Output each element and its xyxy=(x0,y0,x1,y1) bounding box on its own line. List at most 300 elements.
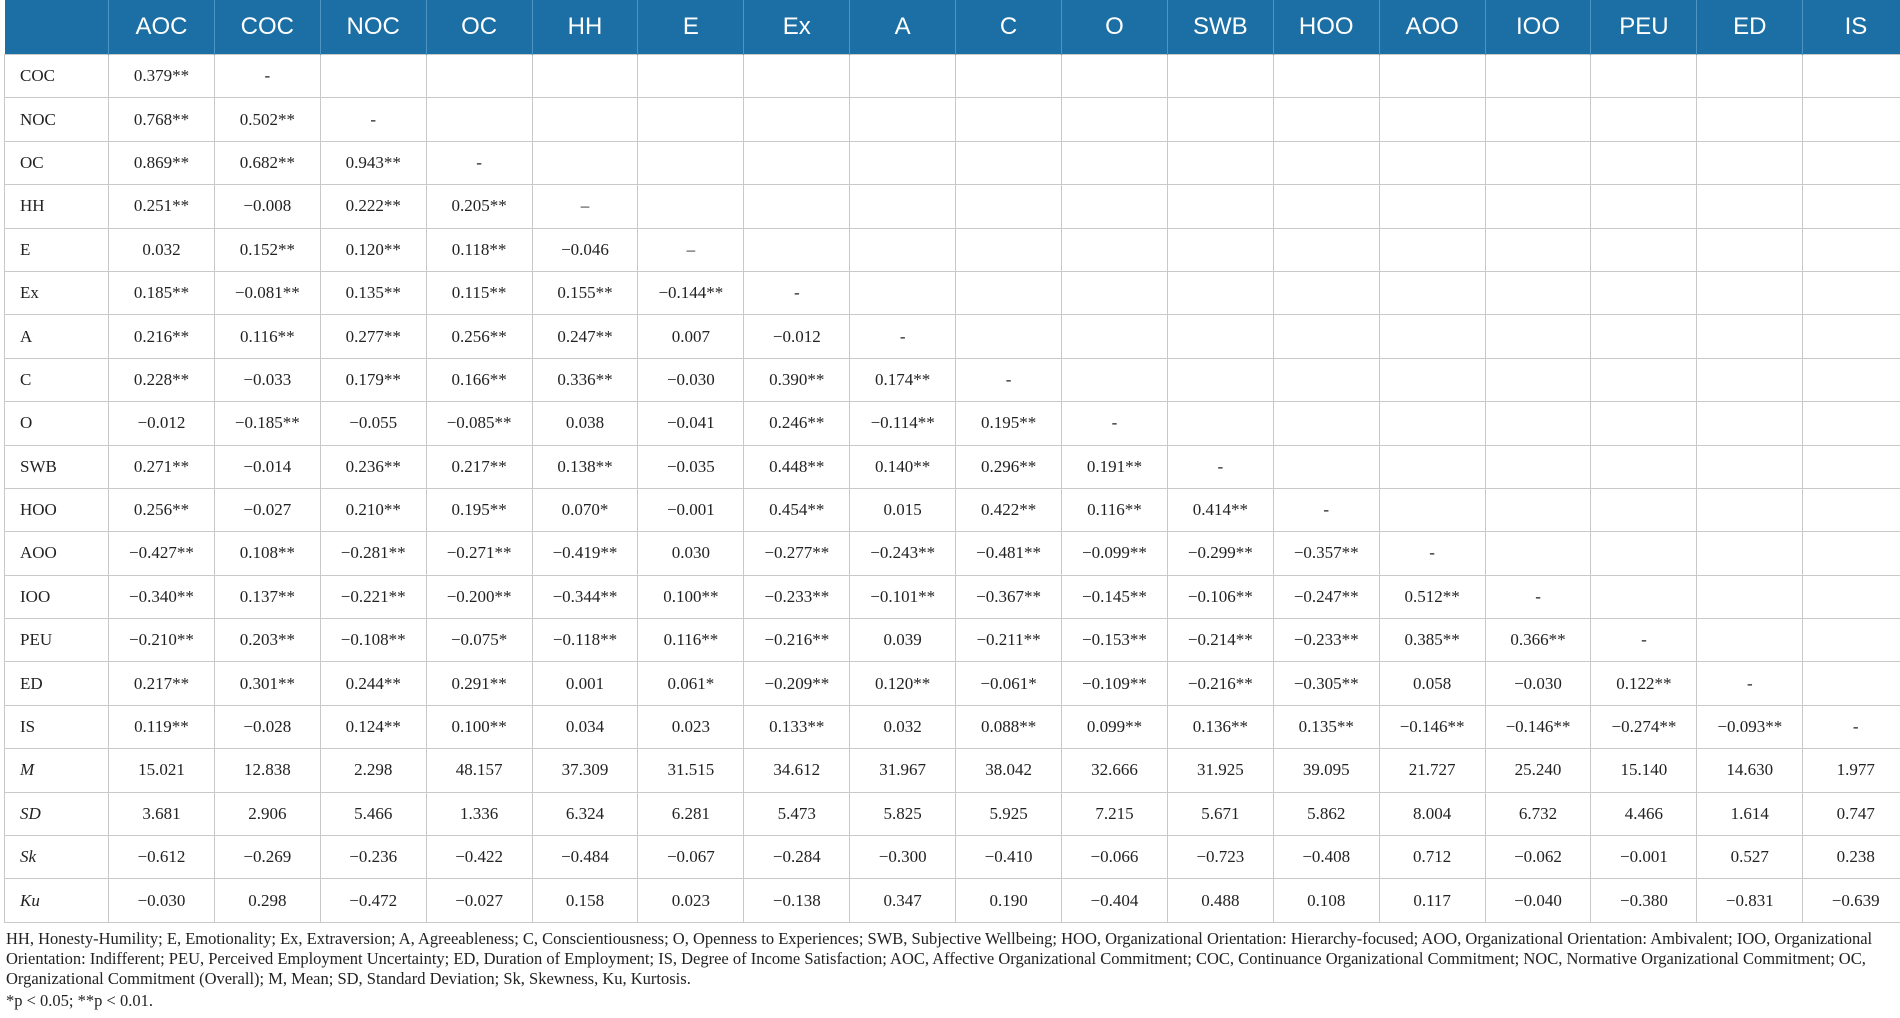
table-cell: −0.012 xyxy=(744,315,850,358)
table-cell xyxy=(1273,271,1379,314)
table-row xyxy=(5,228,1900,271)
table-cell xyxy=(1803,402,1900,445)
table-cell: 5.862 xyxy=(1273,792,1379,835)
table-body xyxy=(5,55,1900,923)
table-row xyxy=(5,402,1900,445)
table-cell: - xyxy=(426,141,532,184)
table-cell: 6.324 xyxy=(532,792,638,835)
table-cell: 0.100** xyxy=(426,705,532,748)
table-cell xyxy=(1803,358,1900,401)
correlation-table xyxy=(4,0,1900,923)
significance-note: *p < 0.05; **p < 0.01. xyxy=(6,990,153,1010)
table-cell: 0.190 xyxy=(956,879,1062,922)
table-cell: −0.419** xyxy=(532,532,638,575)
table-cell xyxy=(1697,55,1803,98)
table-cell xyxy=(532,98,638,141)
table-cell: 0.277** xyxy=(320,315,426,358)
table-cell: −0.472 xyxy=(320,879,426,922)
table-cell: 6.732 xyxy=(1485,792,1591,835)
table-cell: 0.347 xyxy=(850,879,956,922)
table-cell: −0.274** xyxy=(1591,705,1697,748)
table-cell: 0.217** xyxy=(109,662,215,705)
table-cell: 5.466 xyxy=(320,792,426,835)
table-cell xyxy=(1591,185,1697,228)
table-cell xyxy=(1803,271,1900,314)
table-cell: 0.135** xyxy=(1273,705,1379,748)
table-cell xyxy=(1485,98,1591,141)
table-cell xyxy=(1803,532,1900,575)
table-cell: −0.481** xyxy=(956,532,1062,575)
table-cell: - xyxy=(850,315,956,358)
table-cell: −0.040 xyxy=(1485,879,1591,922)
table-cell xyxy=(638,185,744,228)
table-row xyxy=(5,792,1900,835)
table-cell xyxy=(1591,488,1697,531)
table-cell: - xyxy=(320,98,426,141)
header-corner-cell xyxy=(5,0,109,55)
row-label: A xyxy=(5,315,109,358)
table-cell: 0.191** xyxy=(1062,445,1168,488)
table-cell: 0.070* xyxy=(532,488,638,531)
table-cell xyxy=(850,271,956,314)
table-cell: −0.284 xyxy=(744,836,850,879)
table-cell xyxy=(1485,402,1591,445)
table-cell: 31.967 xyxy=(850,749,956,792)
table-cell: 2.906 xyxy=(214,792,320,835)
table-row xyxy=(5,705,1900,748)
document xyxy=(4,0,1896,1011)
table-cell: 0.007 xyxy=(638,315,744,358)
table-cell: 0.216** xyxy=(109,315,215,358)
table-cell: −0.001 xyxy=(638,488,744,531)
column-header: PEU xyxy=(1591,0,1697,55)
table-cell: −0.185** xyxy=(214,402,320,445)
table-cell: 0.174** xyxy=(850,358,956,401)
table-cell: −0.233** xyxy=(744,575,850,618)
table-cell: 0.271** xyxy=(109,445,215,488)
table-cell xyxy=(426,98,532,141)
table-cell: −0.831 xyxy=(1697,879,1803,922)
row-label: C xyxy=(5,358,109,401)
table-cell xyxy=(1167,358,1273,401)
table-cell: - xyxy=(214,55,320,98)
table-cell: −0.723 xyxy=(1167,836,1273,879)
table-cell: 0.747 xyxy=(1803,792,1900,835)
table-cell: −0.484 xyxy=(532,836,638,879)
column-header: HH xyxy=(532,0,638,55)
table-cell: - xyxy=(1273,488,1379,531)
table-cell xyxy=(1273,315,1379,358)
table-cell: −0.340** xyxy=(109,575,215,618)
table-cell xyxy=(956,228,1062,271)
table-cell: 1.977 xyxy=(1803,749,1900,792)
table-cell: −0.109** xyxy=(1062,662,1168,705)
table-header-row xyxy=(5,0,1900,55)
table-cell: −0.046 xyxy=(532,228,638,271)
column-header: C xyxy=(956,0,1062,55)
table-cell: 0.768** xyxy=(109,98,215,141)
table-cell: 39.095 xyxy=(1273,749,1379,792)
table-cell: 5.671 xyxy=(1167,792,1273,835)
table-cell: 0.195** xyxy=(956,402,1062,445)
table-cell: 0.527 xyxy=(1697,836,1803,879)
table-cell: 0.298 xyxy=(214,879,320,922)
table-cell xyxy=(1697,141,1803,184)
table-cell xyxy=(956,98,1062,141)
table-cell xyxy=(850,228,956,271)
table-cell: 0.247** xyxy=(532,315,638,358)
table-cell xyxy=(1803,185,1900,228)
table-cell: 0.118** xyxy=(426,228,532,271)
table-cell xyxy=(956,271,1062,314)
table-cell: 0.124** xyxy=(320,705,426,748)
table-cell xyxy=(1485,141,1591,184)
table-cell: 0.088** xyxy=(956,705,1062,748)
table-cell xyxy=(1379,98,1485,141)
table-cell xyxy=(744,141,850,184)
table-cell: – xyxy=(638,228,744,271)
table-cell xyxy=(1379,358,1485,401)
table-cell: 0.379** xyxy=(109,55,215,98)
table-cell xyxy=(1485,358,1591,401)
table-cell: 0.166** xyxy=(426,358,532,401)
table-row xyxy=(5,749,1900,792)
table-cell xyxy=(320,55,426,98)
table-cell: −0.210** xyxy=(109,619,215,662)
table-cell: 0.296** xyxy=(956,445,1062,488)
table-cell xyxy=(1273,141,1379,184)
table-cell: 0.032 xyxy=(109,228,215,271)
table-cell xyxy=(1697,445,1803,488)
row-label: E xyxy=(5,228,109,271)
table-cell: 0.943** xyxy=(320,141,426,184)
table-cell: - xyxy=(956,358,1062,401)
table-cell: 0.179** xyxy=(320,358,426,401)
table-cell: – xyxy=(532,185,638,228)
table-row xyxy=(5,445,1900,488)
table-cell xyxy=(1273,358,1379,401)
column-header: AOO xyxy=(1379,0,1485,55)
table-cell: 5.473 xyxy=(744,792,850,835)
table-cell: −0.300 xyxy=(850,836,956,879)
table-cell: −0.344** xyxy=(532,575,638,618)
table-cell xyxy=(850,141,956,184)
table-cell xyxy=(1591,228,1697,271)
table-cell xyxy=(1167,402,1273,445)
table-cell xyxy=(1379,55,1485,98)
table-cell: −0.066 xyxy=(1062,836,1168,879)
table-cell: −0.041 xyxy=(638,402,744,445)
row-label: M xyxy=(5,749,109,792)
row-label: O xyxy=(5,402,109,445)
table-cell: −0.277** xyxy=(744,532,850,575)
table-cell: 0.122** xyxy=(1591,662,1697,705)
table-cell: 0.301** xyxy=(214,662,320,705)
table-cell xyxy=(1697,315,1803,358)
table-cell: - xyxy=(1591,619,1697,662)
table-cell xyxy=(1273,98,1379,141)
table-cell xyxy=(1379,228,1485,271)
table-cell: 0.454** xyxy=(744,488,850,531)
table-cell: 0.120** xyxy=(850,662,956,705)
table-cell: −0.061* xyxy=(956,662,1062,705)
table-cell: −0.145** xyxy=(1062,575,1168,618)
table-cell: 8.004 xyxy=(1379,792,1485,835)
table-cell: 0.244** xyxy=(320,662,426,705)
row-label: OC xyxy=(5,141,109,184)
table-cell: 0.034 xyxy=(532,705,638,748)
table-cell: 0.251** xyxy=(109,185,215,228)
table-cell: 0.038 xyxy=(532,402,638,445)
table-cell xyxy=(1485,532,1591,575)
table-cell xyxy=(1591,315,1697,358)
table-cell xyxy=(956,141,1062,184)
table-cell: 0.155** xyxy=(532,271,638,314)
table-cell: −0.055 xyxy=(320,402,426,445)
table-cell: 0.135** xyxy=(320,271,426,314)
column-header: SWB xyxy=(1167,0,1273,55)
table-cell: −0.408 xyxy=(1273,836,1379,879)
row-label: ED xyxy=(5,662,109,705)
table-cell: −0.216** xyxy=(744,619,850,662)
table-cell xyxy=(1062,55,1168,98)
table-cell xyxy=(638,98,744,141)
column-header: NOC xyxy=(320,0,426,55)
row-label: PEU xyxy=(5,619,109,662)
table-cell: 25.240 xyxy=(1485,749,1591,792)
table-cell xyxy=(1379,271,1485,314)
column-header: OC xyxy=(426,0,532,55)
table-cell: −0.146** xyxy=(1485,705,1591,748)
table-cell: −0.144** xyxy=(638,271,744,314)
table-cell: −0.027 xyxy=(426,879,532,922)
table-cell xyxy=(956,185,1062,228)
table-cell: 0.222** xyxy=(320,185,426,228)
table-cell: 0.108** xyxy=(214,532,320,575)
row-label: AOO xyxy=(5,532,109,575)
table-cell: 0.023 xyxy=(638,705,744,748)
table-cell xyxy=(1591,141,1697,184)
table-cell: 0.390** xyxy=(744,358,850,401)
table-cell xyxy=(1485,488,1591,531)
table-cell: −0.138 xyxy=(744,879,850,922)
table-cell: −0.404 xyxy=(1062,879,1168,922)
table-cell xyxy=(744,98,850,141)
table-cell: −0.099** xyxy=(1062,532,1168,575)
table-cell: −0.216** xyxy=(1167,662,1273,705)
table-cell: - xyxy=(744,271,850,314)
table-cell: −0.243** xyxy=(850,532,956,575)
table-cell: 0.512** xyxy=(1379,575,1485,618)
table-row xyxy=(5,879,1900,922)
table-cell xyxy=(1485,271,1591,314)
table-cell: 0.256** xyxy=(109,488,215,531)
table-cell xyxy=(956,315,1062,358)
table-cell: −0.118** xyxy=(532,619,638,662)
table-cell xyxy=(744,185,850,228)
table-cell: 0.236** xyxy=(320,445,426,488)
table-row xyxy=(5,358,1900,401)
table-cell: −0.233** xyxy=(1273,619,1379,662)
column-header: ED xyxy=(1697,0,1803,55)
table-cell: −0.014 xyxy=(214,445,320,488)
table-cell: 0.502** xyxy=(214,98,320,141)
table-cell: −0.081** xyxy=(214,271,320,314)
table-cell: 0.422** xyxy=(956,488,1062,531)
row-label: Sk xyxy=(5,836,109,879)
column-header: IS xyxy=(1803,0,1900,55)
table-cell: −0.030 xyxy=(109,879,215,922)
table-cell xyxy=(1379,402,1485,445)
table-cell: −0.093** xyxy=(1697,705,1803,748)
row-label: HOO xyxy=(5,488,109,531)
table-cell: −0.027 xyxy=(214,488,320,531)
table-cell: −0.012 xyxy=(109,402,215,445)
table-cell: 0.100** xyxy=(638,575,744,618)
table-cell: 0.137** xyxy=(214,575,320,618)
row-label: IOO xyxy=(5,575,109,618)
table-cell: 32.666 xyxy=(1062,749,1168,792)
table-cell xyxy=(1803,315,1900,358)
table-cell: −0.033 xyxy=(214,358,320,401)
column-header: IOO xyxy=(1485,0,1591,55)
table-cell: −0.106** xyxy=(1167,575,1273,618)
row-label: NOC xyxy=(5,98,109,141)
table-cell: - xyxy=(1379,532,1485,575)
table-cell: 0.039 xyxy=(850,619,956,662)
table-cell xyxy=(850,98,956,141)
table-cell xyxy=(426,55,532,98)
table-cell: 0.032 xyxy=(850,705,956,748)
table-cell xyxy=(1697,488,1803,531)
table-cell: - xyxy=(1697,662,1803,705)
table-cell: −0.612 xyxy=(109,836,215,879)
column-header: E xyxy=(638,0,744,55)
table-cell xyxy=(1591,98,1697,141)
table-cell: 6.281 xyxy=(638,792,744,835)
table-cell: 0.133** xyxy=(744,705,850,748)
column-header: Ex xyxy=(744,0,850,55)
table-cell: 0.210** xyxy=(320,488,426,531)
table-cell: - xyxy=(1803,705,1900,748)
table-cell: −0.114** xyxy=(850,402,956,445)
row-label: IS xyxy=(5,705,109,748)
table-cell xyxy=(1591,532,1697,575)
table-cell: 7.215 xyxy=(1062,792,1168,835)
table-cell: −0.427** xyxy=(109,532,215,575)
table-cell: 0.256** xyxy=(426,315,532,358)
table-cell: −0.030 xyxy=(1485,662,1591,705)
table-cell: −0.305** xyxy=(1273,662,1379,705)
table-cell: 0.366** xyxy=(1485,619,1591,662)
table-cell: −0.367** xyxy=(956,575,1062,618)
table-cell xyxy=(1697,358,1803,401)
table-cell: 0.115** xyxy=(426,271,532,314)
table-cell: −0.062 xyxy=(1485,836,1591,879)
table-cell: 34.612 xyxy=(744,749,850,792)
table-cell: 0.712 xyxy=(1379,836,1485,879)
table-cell: −0.146** xyxy=(1379,705,1485,748)
table-cell: 0.448** xyxy=(744,445,850,488)
table-cell xyxy=(1591,358,1697,401)
table-cell xyxy=(1485,228,1591,271)
table-cell xyxy=(1591,575,1697,618)
table-cell xyxy=(1062,271,1168,314)
table-cell xyxy=(850,185,956,228)
table-cell xyxy=(1485,445,1591,488)
table-cell xyxy=(744,55,850,98)
table-cell: 3.681 xyxy=(109,792,215,835)
table-cell: −0.281** xyxy=(320,532,426,575)
table-cell: 14.630 xyxy=(1697,749,1803,792)
column-header: COC xyxy=(214,0,320,55)
table-cell xyxy=(1167,315,1273,358)
table-cell: 12.838 xyxy=(214,749,320,792)
table-cell: −0.247** xyxy=(1273,575,1379,618)
table-cell xyxy=(1697,619,1803,662)
table-cell: 0.015 xyxy=(850,488,956,531)
table-row xyxy=(5,98,1900,141)
table-cell: 15.140 xyxy=(1591,749,1697,792)
table-cell: 1.336 xyxy=(426,792,532,835)
table-cell xyxy=(1273,185,1379,228)
table-cell: 0.138** xyxy=(532,445,638,488)
table-row xyxy=(5,55,1900,98)
table-cell xyxy=(1379,315,1485,358)
table-cell xyxy=(744,228,850,271)
table-cell xyxy=(1485,185,1591,228)
column-header: AOC xyxy=(109,0,215,55)
table-cell: −0.380 xyxy=(1591,879,1697,922)
table-cell: 48.157 xyxy=(426,749,532,792)
column-header: HOO xyxy=(1273,0,1379,55)
table-row xyxy=(5,619,1900,662)
table-cell: −0.085** xyxy=(426,402,532,445)
table-cell xyxy=(1591,445,1697,488)
table-cell: 0.205** xyxy=(426,185,532,228)
table-cell: 31.925 xyxy=(1167,749,1273,792)
table-cell: 0.158 xyxy=(532,879,638,922)
table-row xyxy=(5,532,1900,575)
table-cell: 0.140** xyxy=(850,445,956,488)
table-cell xyxy=(1803,445,1900,488)
table-cell xyxy=(1167,185,1273,228)
table-cell xyxy=(1167,55,1273,98)
table-cell: 0.246** xyxy=(744,402,850,445)
table-cell: 0.228** xyxy=(109,358,215,401)
table-cell: 0.119** xyxy=(109,705,215,748)
table-cell xyxy=(1803,98,1900,141)
table-row xyxy=(5,185,1900,228)
table-cell: 2.298 xyxy=(320,749,426,792)
table-cell: −0.271** xyxy=(426,532,532,575)
table-cell: −0.075* xyxy=(426,619,532,662)
table-cell: −0.639 xyxy=(1803,879,1900,922)
table-cell: −0.299** xyxy=(1167,532,1273,575)
table-cell: 0.682** xyxy=(214,141,320,184)
table-cell xyxy=(638,55,744,98)
table-row xyxy=(5,836,1900,879)
table-cell: 0.136** xyxy=(1167,705,1273,748)
table-cell: 0.291** xyxy=(426,662,532,705)
row-label: COC xyxy=(5,55,109,98)
table-cell: 37.309 xyxy=(532,749,638,792)
table-cell xyxy=(1273,445,1379,488)
table-cell: 0.385** xyxy=(1379,619,1485,662)
table-cell xyxy=(1697,402,1803,445)
row-label: SWB xyxy=(5,445,109,488)
table-cell: 0.030 xyxy=(638,532,744,575)
